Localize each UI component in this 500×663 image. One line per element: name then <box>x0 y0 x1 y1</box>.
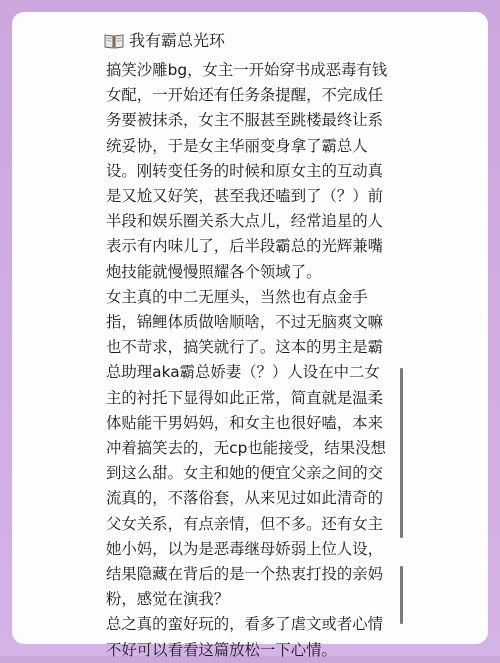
post-title: 我有霸总光环 <box>129 31 226 50</box>
open-book-icon <box>104 33 124 49</box>
paragraph-1: 搞笑沙雕bg，女主一开始穿书成恶毒有钱女配，一开始还有任务条提醒，不完成任务要被抹杀，女主不服甚至跳楼最终让系统妥协，于是女主华丽变身拿了霸总人设。刚转变任务的时候和原女主的互动真是又尬又好笑，甚至我还嗑到了（？）前半段和娱乐圈关系大点儿，经常追星的人表示有内味儿了，后半段霸总的光辉兼嘴炮技能就慢慢照耀各个领域了。 <box>106 61 388 281</box>
post-body <box>106 58 391 663</box>
scroll-indicator-lower[interactable] <box>400 566 403 624</box>
paragraph-3: 总之真的蛮好玩的，看多了虐文或者心情不好可以看看这篇放松一下心情。 <box>106 615 384 659</box>
paragraph-2: 女主真的中二无厘头，当然也有点金手指，锦鲤体质做啥顺啥，不过无脑爽文嘛也不苛求，搞笑就行了。这本的男主是霸总助理aka霸总娇妻（？）人设在中二女主的衬托下显得如此正常，简直就是温柔体贴能干男妈妈，和女主也很好嗑，本来冲着搞笑去的，无cp也能接受，结果没想到这么甜。女主和她的便宜父亲之间的交流真的，不落俗套，从来见过如此清奇的父女关系，有点亲情，但不多。还有女主她小妈，以为是恶毒继母娇弱上位人设，结果隐藏在背后的是一个热衷打投的亲妈粉，感觉在演我？ <box>106 287 386 609</box>
post-header <box>104 28 225 54</box>
scroll-indicator-upper[interactable] <box>400 368 403 538</box>
